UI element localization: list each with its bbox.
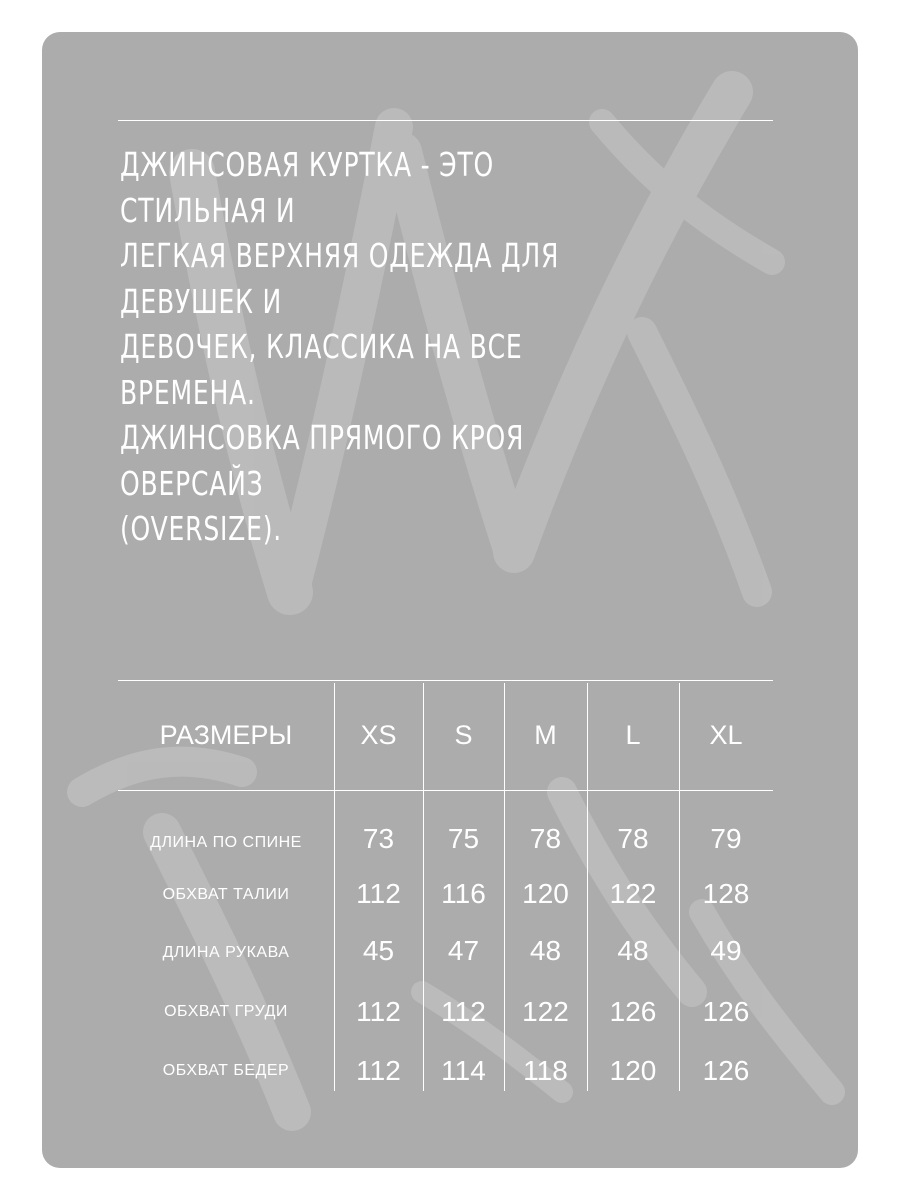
table-top-divider: [118, 680, 773, 681]
size-header-m: M: [534, 720, 557, 750]
table-cell: 112: [356, 878, 401, 909]
table-cell: 122: [522, 996, 569, 1027]
table-cell: 114: [441, 1055, 486, 1086]
table-cell: 78: [529, 823, 562, 854]
table-cell: 49: [710, 935, 742, 966]
table-cell: 48: [529, 935, 562, 966]
table-cell: 126: [609, 996, 657, 1027]
table-cell: 120: [609, 1055, 657, 1086]
table-cell: 128: [702, 878, 750, 909]
table-cell: 48: [617, 935, 649, 966]
table-header-divider: [118, 790, 773, 791]
sizes-header: РАЗМЕРЫ: [159, 720, 293, 750]
table-cell: 45: [362, 935, 395, 966]
table-cell: 126: [702, 1055, 750, 1086]
size-chart-card: [42, 32, 858, 1168]
size-header-xs: XS: [360, 720, 397, 750]
row-label-waist: ОБХВАТ ТАЛИИ: [162, 886, 290, 903]
row-label-sleeve-length: ДЛИНА РУКАВА: [162, 944, 290, 961]
row-label-hips: ОБХВАТ БЕДЕР: [162, 1062, 290, 1079]
top-divider: [118, 120, 773, 121]
table-cell: 73: [362, 823, 395, 854]
table-cell: 112: [441, 996, 486, 1027]
table-cell: 122: [609, 878, 657, 909]
table-cell: 75: [447, 823, 480, 854]
table-cell: 47: [447, 935, 480, 966]
table-cell: 118: [523, 1055, 568, 1086]
row-label-chest: ОБХВАТ ГРУДИ: [164, 1003, 288, 1020]
table-cell: 126: [702, 996, 750, 1027]
table-cell: 112: [356, 996, 401, 1027]
table-cell: 120: [522, 878, 569, 909]
product-description: ДЖИНСОВАЯ КУРТКА - ЭТО СТИЛЬНАЯ И ЛЕГКАЯ ВЕРХНЯЯ ОДЕЖДА ДЛЯ ДЕВУШЕК И ДЕВОЧЕК, КЛАССИКА НА ВСЕ ВРЕМЕНА. ДЖИНСОВКА ПРЯМОГО КРОЯ ОВЕРСАЙЗ (OVERSIZE).: [120, 145, 560, 548]
table-cell: 116: [441, 878, 486, 909]
size-header-l: L: [625, 720, 641, 750]
size-header-xl: XL: [709, 720, 743, 750]
table-cell: 112: [356, 1055, 401, 1086]
table-cell: 78: [617, 823, 649, 854]
row-label-back-length: ДЛИНА ПО СПИНЕ: [150, 834, 302, 851]
size-header-s: S: [454, 720, 473, 750]
table-cell: 79: [710, 823, 742, 854]
